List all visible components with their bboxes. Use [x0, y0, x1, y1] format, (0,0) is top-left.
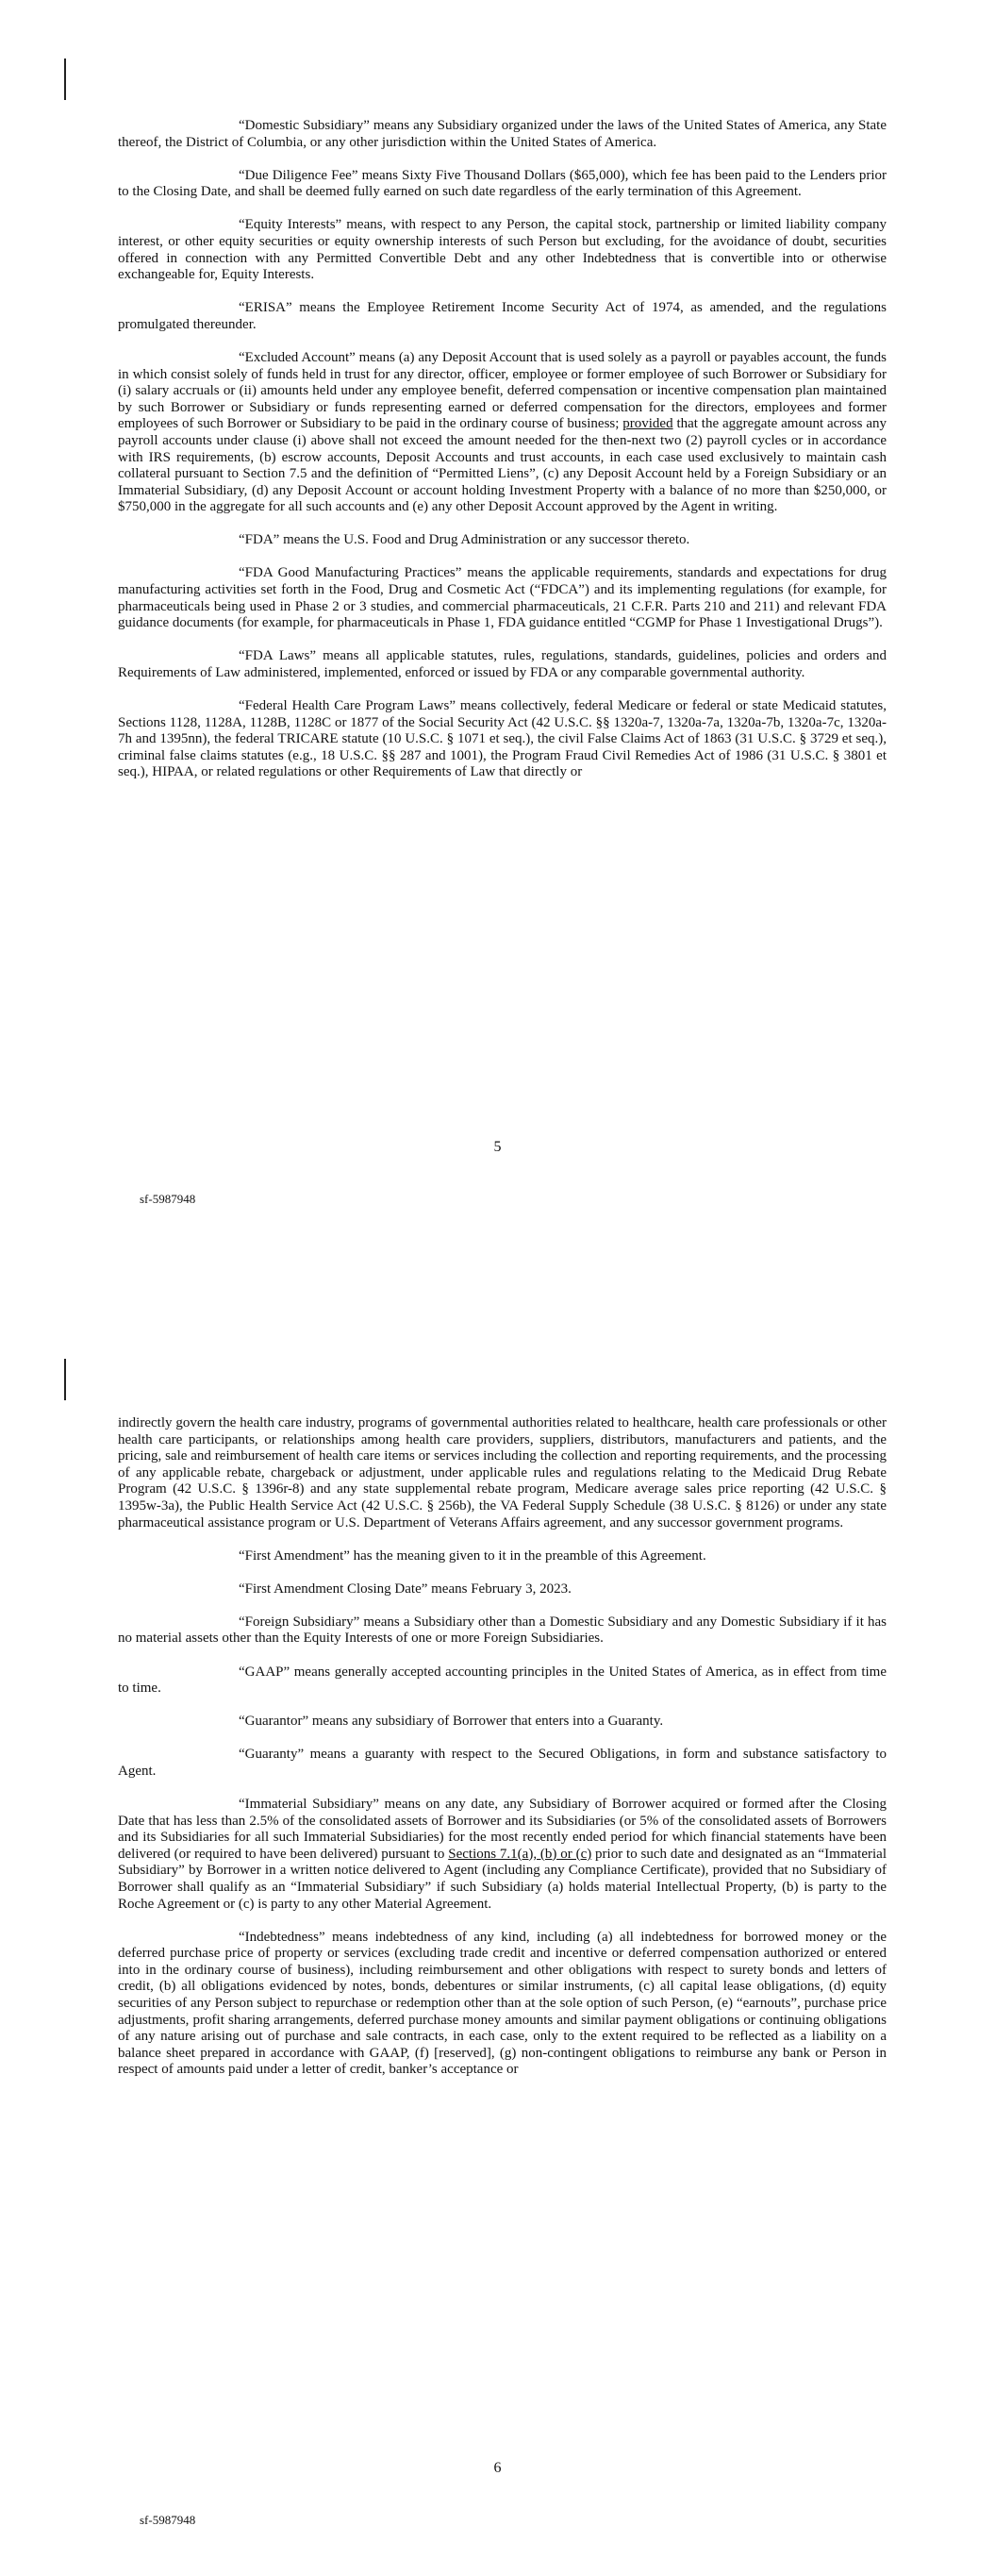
definition-first-amendment-closing-date: “First Amendment Closing Date” means February 3, 2023. [239, 1581, 572, 1597]
excluded-account-text-a: “Excluded Account” means (a) any Deposit Account that is used solely as a payroll or payables account, the funds in which consist solely of funds held in trust for any director, officer, employee or former employee of such Borrower or Subsidiary for (i) salary accruals or (ii) amounts held under any employee benefit, deferred compensation or incentive compensation plan maintained by such Borrower or Subsidiary or funds representing earned or deferred compensation for the directors, employees and former employees of such Borrower or Subsidiary to be paid in the ordinary course of business; [118, 349, 887, 432]
definition-fda-gmp: “FDA Good Manufacturing Practices” means the applicable requirements, standards and expectations for drug manufacturing activities set forth in the Food, Drug and Cosmetic Act (“FDCA”) and its implementing regulations (for example, for pharmaceuticals being used in Phase 2 or 3 studies, and commercial pharmaceuticals, 21 C.F.R. Parts 210 and 211) and relevant FDA guidance documents (for example, for pharmaceuticals in Phase 1, FDA guidance entitled “CGMP for Phase 1 Investigational Drugs”). [118, 565, 887, 631]
definition-fda-laws: “FDA Laws” means all applicable statutes, rules, regulations, standards, guidelines, policies and orders and Requirements of Law administered, implemented, enforced or issued by FDA or any comparable governmental authority. [118, 648, 887, 680]
definition-federal-health-care-program-laws: “Federal Health Care Program Laws” means collectively, federal Medicare or federal or state Medicaid statutes, Sections 1128, 1128A, 1128B, 1128C or 1877 of the Social Security Act (42 U.S.C. §§ 1320a-7, 1320a-7a, 1320a-7b, 1320a-7c, 1320a-7h and 1395nn), the federal TRICARE statute (10 U.S.C. § 1071 et seq.), the civil False Claims Act of 1863 (31 U.S.C. § 3729 et seq.), criminal false claims statutes (e.g., 18 U.S.C. §§ 287 and 1001), the Program Fraud Civil Remedies Act of 1986 (31 U.S.C. § 3801 et seq.), HIPAA, or related regulations or other Requirements of Law that directly or [118, 698, 887, 780]
excluded-account-text-b: that the aggregate amount across any payroll accounts under clause (i) above shall not exceed the amount needed for the then-next two (2) payroll cycles or in accordance with IRS requirements, (b) escrow accounts, Deposit Accounts and trust accounts, in each case used exclusively to maintain cash collateral pursuant to Section 7.5 and the definition of “Permitted Liens”, (c) any Deposit Account held by a Foreign Subsidiary or an Immaterial Subsidiary, (d) any Deposit Account or account holding Investment Property with a balance of no more than $250,000, or $750,000 in the aggregate for all such accounts and (e) any other Deposit Account approved by the Agent in writing. [118, 416, 887, 515]
revision-bar [64, 1359, 66, 1400]
definition-guarantor: “Guarantor” means any subsidiary of Borrower that enters into a Guaranty. [239, 1714, 664, 1730]
definition-domestic-subsidiary: “Domestic Subsidiary” means any Subsidiary organized under the laws of the United States of America, any State thereof, the District of Columbia, or any other jurisdiction within the United States of America. [118, 118, 887, 150]
page-number: 6 [493, 2460, 502, 2476]
immaterial-subsidiary-sections-ref: Sections 7.1(a), (b) or (c) [448, 1846, 592, 1862]
immaterial-subsidiary-text-a: “Immaterial Subsidiary” means on any date, any Subsidiary of Borrower acquired or formed after the Closing Date that has less than 2.5% of the consolidated assets of Borrower and its Subsidiaries (or 5% of the consolidated assets of Borrowers and its Subsidiaries for all such Immaterial Subsidiaries) for the most recently ended period for which financial statements have been delivered (or required to have been delivered) pursuant to [118, 1797, 887, 1862]
definition-immaterial-subsidiary [118, 1797, 887, 1913]
definition-guaranty: “Guaranty” means a guaranty with respect to the Secured Obligations, in form and substance satisfactory to Agent. [118, 1747, 887, 1779]
definition-fda: “FDA” means the U.S. Food and Drug Administration or any successor thereto. [239, 532, 690, 548]
page-number: 5 [493, 1139, 502, 1155]
page-5 [0, 0, 995, 1255]
definition-excluded-account [118, 350, 887, 516]
definition-equity-interests: “Equity Interests” means, with respect to any Person, the capital stock, partnership or limited liability company interest, or other equity securities or equity ownership interests of such Person but excluding, for the avoidance of doubt, securities offered in connection with any Permitted Convertible Debt and any other Indebtedness that is convertible into or otherwise exchangeable for, Equity Interests. [118, 217, 887, 283]
page-6 [0, 1321, 995, 2576]
definition-federal-health-care-program-laws-continued: indirectly govern the health care industry, programs of governmental authorities related to healthcare, health care professionals or other health care participants, or relationships among health care providers, suppliers, distributors, manufacturers and patients, and the pricing, sale and reimbursement of health care items or services including the collection and reporting requirements, and the processing of any applicable rebate, chargeback or adjustment, under applicable rules and regulations relating to the Medicaid Drug Rebate Program (42 U.S.C. § 1396r-8) and any state supplemental rebate program, Medicare average sales price reporting (42 U.S.C. § 1395w-3a), the Public Health Service Act (42 U.S.C. § 256b), the VA Federal Supply Schedule (38 U.S.C. § 8126) or under any state pharmaceutical assistance program or U.S. Department of Veterans Affairs agreement, and any successor government programs. [118, 1415, 887, 1531]
footer-doc-id: sf-5987948 [140, 1192, 196, 1206]
page-6-content [118, 1415, 887, 2096]
definition-gaap: “GAAP” means generally accepted accounting principles in the United States of America, as in effect from time to time. [118, 1664, 887, 1697]
definition-first-amendment: “First Amendment” has the meaning given to it in the preamble of this Agreement. [239, 1547, 706, 1564]
footer-doc-id: sf-5987948 [140, 2513, 196, 2527]
definition-erisa: “ERISA” means the Employee Retirement Income Security Act of 1974, as amended, and the regulations promulgated thereunder. [118, 300, 887, 332]
page-5-content [118, 118, 887, 798]
definition-due-diligence-fee: “Due Diligence Fee” means Sixty Five Thousand Dollars ($65,000), which fee has been paid to the Lenders prior to the Closing Date, and shall be deemed fully earned on such date regardless of the early termination of this Agreement. [118, 167, 887, 200]
immaterial-subsidiary-text-b: prior to such date and designated as an “Immaterial Subsidiary” by Borrower in a written notice delivered to Agent (including any Compliance Certificate), provided that no Subsidiary of Borrower shall qualify as an “Immaterial Subsidiary” if such Subsidiary (a) holds material Intellectual Property, (b) is party to the Roche Agreement or (c) is party to any other Material Agreement. [118, 1846, 887, 1912]
definition-indebtedness: “Indebtedness” means indebtedness of any kind, including (a) all indebtedness for borrowed money or the deferred purchase price of property or services (excluding trade credit and incentive or deferred compensation authorized or entered into in the ordinary course of business), including reimbursement and other obligations with respect to surety bonds and letters of credit, (b) all obligations evidenced by notes, bonds, debentures or similar instruments, (c) all capital lease obligations, (d) equity securities of any Person subject to repurchase or redemption other than at the sole option of such Person, (e) “earnouts”, purchase price adjustments, profit sharing arrangements, deferred purchase money amounts and similar payment obligations or continuing obligations of any nature arising out of purchase and sale contracts, in each case, only to the extent required to be reflected as a liability on a balance sheet prepared in accordance with GAAP, (f) [reserved], (g) non-contingent obligations to reimburse any bank or Person in respect of amounts paid under a letter of credit, banker’s acceptance or [118, 1929, 887, 2078]
definition-foreign-subsidiary: “Foreign Subsidiary” means a Subsidiary other than a Domestic Subsidiary and any Domestic Subsidiary if it has no material assets other than the Equity Interests of one or more Foreign Subsidiaries. [118, 1614, 887, 1647]
excluded-account-provided: provided [622, 416, 673, 432]
revision-bar [64, 59, 66, 100]
